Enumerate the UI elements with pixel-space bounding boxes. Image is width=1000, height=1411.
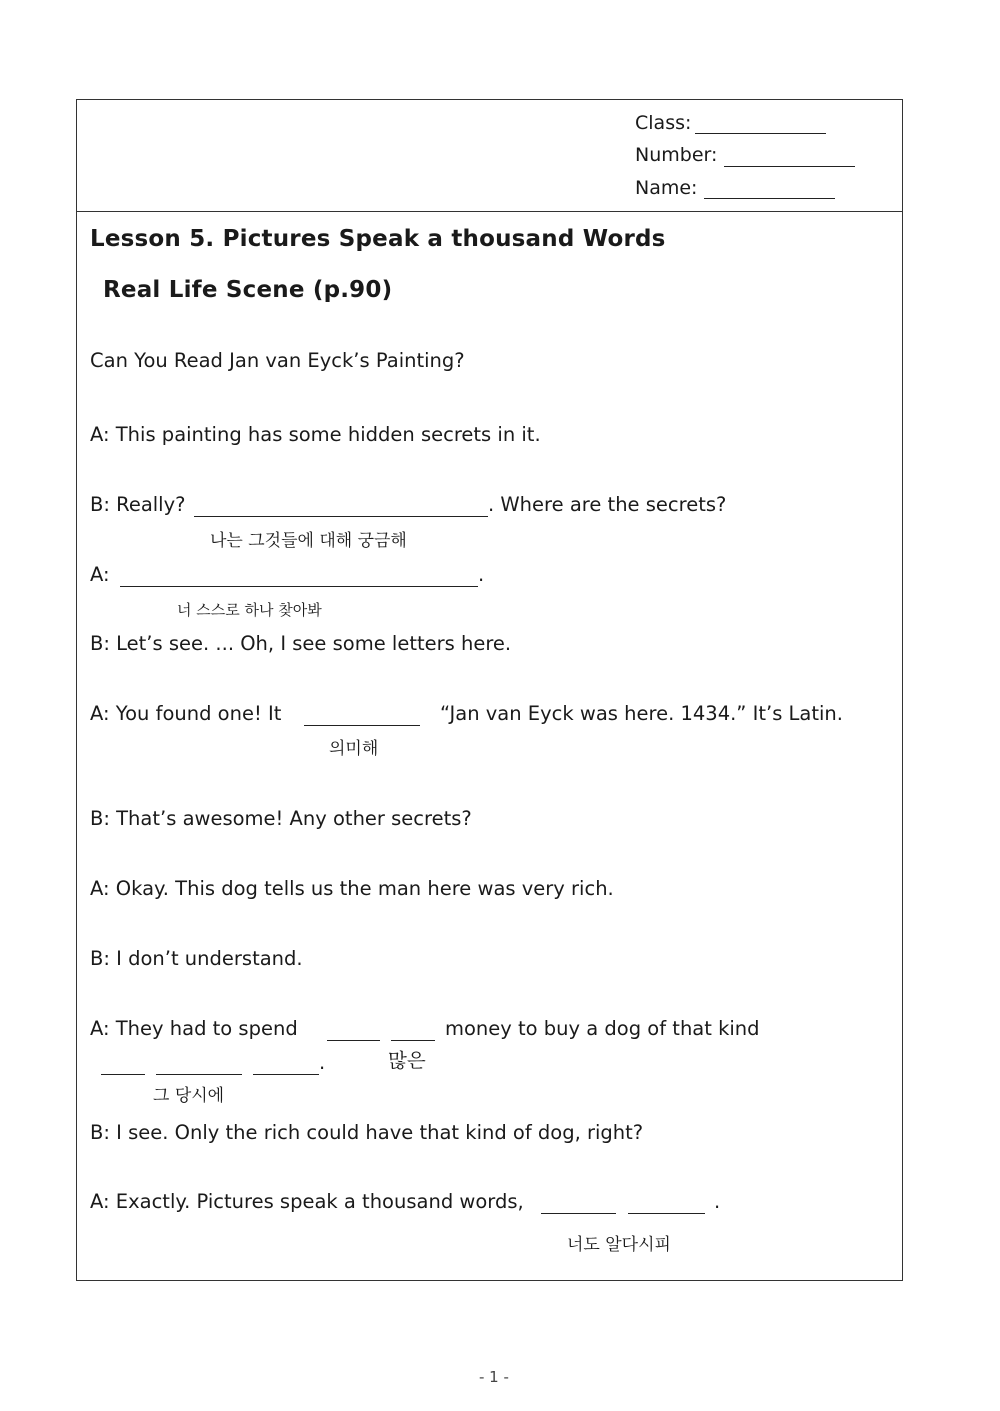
number-label: Number:: [635, 144, 718, 166]
dialogue-line-5-end: “Jan van Eyck was here. 1434.” It’s Latin.: [440, 702, 843, 725]
hint-as-you-know: 너도 알다시피: [567, 1235, 671, 1255]
dialogue-line-6: B: That’s awesome! Any other secrets?: [90, 807, 472, 830]
dialogue-line-9-start: A: They had to spend: [90, 1017, 298, 1040]
dialogue-line-9-cont-end: .: [319, 1051, 326, 1074]
blank-at-that-time-2[interactable]: [156, 1074, 242, 1075]
blank-curious[interactable]: [194, 516, 488, 517]
page-number: - 1 -: [479, 1368, 509, 1386]
dialogue-line-2-start: B: Really?: [90, 493, 186, 516]
dialogue-line-2-end: . Where are the secrets?: [488, 493, 727, 516]
number-field[interactable]: [724, 166, 855, 167]
blank-find-one[interactable]: [120, 586, 478, 587]
blank-a-lot-2[interactable]: [391, 1040, 435, 1041]
lesson-title: Lesson 5. Pictures Speak a thousand Words: [90, 226, 666, 252]
header-divider: [76, 211, 903, 212]
dialogue-line-10: B: I see. Only the rich could have that kind of dog, right?: [90, 1121, 644, 1144]
dialogue-line-3-end: .: [478, 563, 485, 586]
blank-as-you-know-1[interactable]: [541, 1213, 616, 1214]
dialogue-line-1: A: This painting has some hidden secrets in it.: [90, 423, 541, 446]
hint-find-one: 너 스스로 하나 찾아봐: [177, 601, 322, 619]
class-field[interactable]: [695, 133, 826, 134]
hint-means: 의미해: [329, 739, 379, 759]
lesson-subtitle: Real Life Scene (p.90): [103, 277, 393, 303]
dialogue-line-11-end: .: [714, 1190, 721, 1213]
class-label: Class:: [635, 112, 692, 134]
dialogue-line-5-start: A: You found one! It: [90, 702, 282, 725]
hint-a-lot: 많은: [388, 1049, 426, 1072]
hint-at-that-time: 그 당시에: [153, 1086, 225, 1106]
dialogue-line-11-start: A: Exactly. Pictures speak a thousand words,: [90, 1190, 524, 1213]
dialogue-heading: Can You Read Jan van Eyck’s Painting?: [90, 349, 465, 372]
dialogue-line-7: A: Okay. This dog tells us the man here was very rich.: [90, 877, 614, 900]
hint-curious: 나는 그것들에 대해 궁금해: [210, 531, 407, 551]
name-label: Name:: [635, 177, 698, 199]
dialogue-line-8: B: I don’t understand.: [90, 947, 303, 970]
dialogue-line-9-end: money to buy a dog of that kind: [445, 1017, 760, 1040]
name-field[interactable]: [704, 198, 835, 199]
blank-as-you-know-2[interactable]: [628, 1213, 705, 1214]
blank-at-that-time-3[interactable]: [253, 1074, 319, 1075]
blank-means[interactable]: [304, 725, 420, 726]
dialogue-line-4: B: Let’s see. ... Oh, I see some letters here.: [90, 632, 512, 655]
dialogue-line-3-start: A:: [90, 563, 110, 586]
blank-at-that-time-1[interactable]: [101, 1074, 145, 1075]
blank-a-lot-1[interactable]: [327, 1040, 380, 1041]
